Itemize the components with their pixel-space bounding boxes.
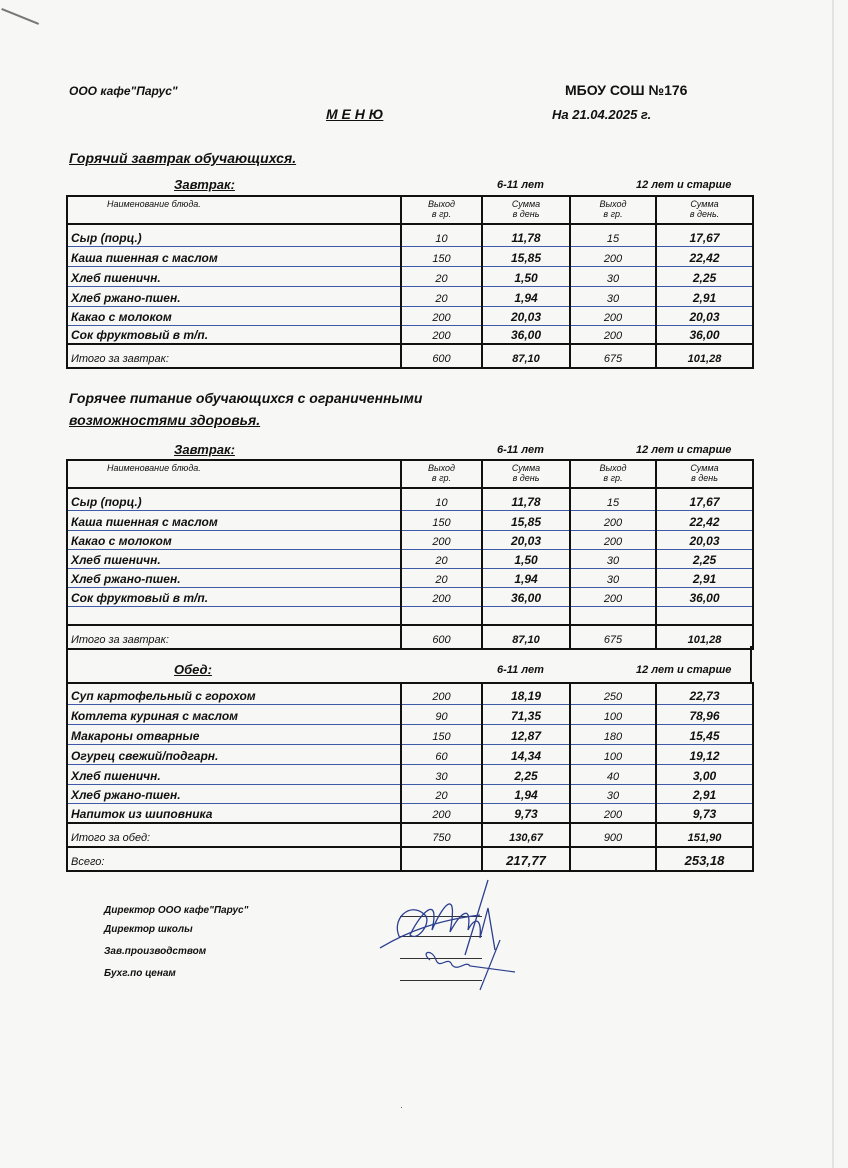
table-row: Хлеб пшеничн. 20 1,50 30 2,25	[67, 266, 753, 286]
breakfast-table-2	[66, 459, 754, 650]
scan-speck: ·	[400, 1102, 403, 1112]
lunch-table	[66, 682, 754, 872]
signature-label-production-head: Зав.производством	[104, 946, 207, 957]
col-out1: Выход в гр.	[401, 460, 482, 488]
table-row: Котлета куриная с маслом 90 71,35 100 78,96	[67, 704, 753, 724]
col-out1: Выход в гр.	[401, 196, 482, 224]
col-sum1: Сумма в день	[482, 460, 570, 488]
table-row: Сок фруктовый в т/п. 200 36,00 200 36,00	[67, 587, 753, 606]
table-row: Хлеб ржано-пшен. 20 1,94 30 2,91	[67, 568, 753, 587]
table-row: Хлеб пшеничн. 20 1,50 30 2,25	[67, 549, 753, 568]
total-row: Итого за завтрак: 600 87,10 675 101,28	[67, 344, 753, 368]
col-name: Наименование блюда.	[67, 196, 401, 224]
col-out2: Выход в гр.	[570, 460, 656, 488]
table-row: Какао с молоком 200 20,03 200 20,03	[67, 306, 753, 325]
section1-heading: Горячий завтрак обучающихся.	[69, 150, 297, 166]
table-header-row	[67, 460, 753, 488]
handwritten-signature	[370, 860, 530, 1000]
signature-label-cafe-director: Директор ООО кафе"Парус"	[104, 905, 249, 916]
lunch-age1: 6-11 лет	[497, 664, 544, 676]
section1-age2: 12 лет и старше	[636, 179, 732, 191]
table-row: Каша пшенная с маслом 150 15,85 200 22,42	[67, 246, 753, 266]
col-sum2: Сумма в день.	[656, 196, 753, 224]
table-row: Макароны отварные 150 12,87 180 15,45	[67, 724, 753, 744]
company-name: ООО кафе"Парус"	[69, 84, 178, 98]
breakfast-table-1	[66, 195, 754, 369]
table-row-empty	[67, 606, 753, 625]
section1-meal: Завтрак:	[174, 177, 235, 192]
table-row: Напиток из шиповника 200 9,73 200 9,73	[67, 803, 753, 823]
table-row: Хлеб ржано-пшен. 20 1,94 30 2,91	[67, 784, 753, 803]
total-row: Итого за завтрак: 600 87,10 675 101,28	[67, 625, 753, 649]
page-edge	[832, 0, 834, 1168]
lunch-meal: Обед:	[174, 662, 212, 677]
lunch-age2: 12 лет и старше	[636, 664, 732, 676]
signature-label-school-director: Директор школы	[104, 924, 193, 935]
col-out2: Выход в гр.	[570, 196, 656, 224]
page-title: М Е Н Ю	[326, 106, 384, 122]
section1-age1: 6-11 лет	[497, 179, 544, 191]
section2-heading-line2: возможностями здоровья.	[69, 412, 261, 428]
grand-total-row: Всего: 217,77 253,18	[67, 847, 753, 871]
table-row: Сыр (порц.) 10 11,78 15 17,67	[67, 224, 753, 246]
table-row: Каша пшенная с маслом 150 15,85 200 22,42	[67, 510, 753, 530]
signature-label-accountant: Бухг.по ценам	[104, 968, 176, 979]
table-row: Сыр (порц.) 10 11,78 15 17,67	[67, 488, 753, 510]
lunch-total-row: Итого за обед: 750 130,67 900 151,90	[67, 823, 753, 847]
col-sum1: Сумма в день	[482, 196, 570, 224]
table-row: Какао с молоком 200 20,03 200 20,03	[67, 530, 753, 549]
table-row: Хлеб пшеничн. 30 2,25 40 3,00	[67, 764, 753, 784]
section2-meal: Завтрак:	[174, 442, 235, 457]
section2-age1: 6-11 лет	[497, 444, 544, 456]
school-name: МБОУ СОШ №176	[565, 82, 688, 98]
col-sum2: Сумма в день	[656, 460, 753, 488]
table-row: Огурец свежий/подгарн. 60 14,34 100 19,12	[67, 744, 753, 764]
menu-date: На 21.04.2025 г.	[552, 107, 652, 122]
table-row: Суп картофельный с горохом 200 18,19 250 22,73	[67, 683, 753, 704]
col-name: Наименование блюда.	[67, 460, 401, 488]
section2-age2: 12 лет и старше	[636, 444, 732, 456]
table-header-row	[67, 196, 753, 224]
table-row: Сок фруктовый в т/п. 200 36,00 200 36,00	[67, 325, 753, 344]
scan-mark	[1, 8, 39, 25]
section2-heading-line1: Горячее питание обучающихся с ограниченными	[69, 390, 423, 406]
table-row: Хлеб ржано-пшен. 20 1,94 30 2,91	[67, 286, 753, 306]
